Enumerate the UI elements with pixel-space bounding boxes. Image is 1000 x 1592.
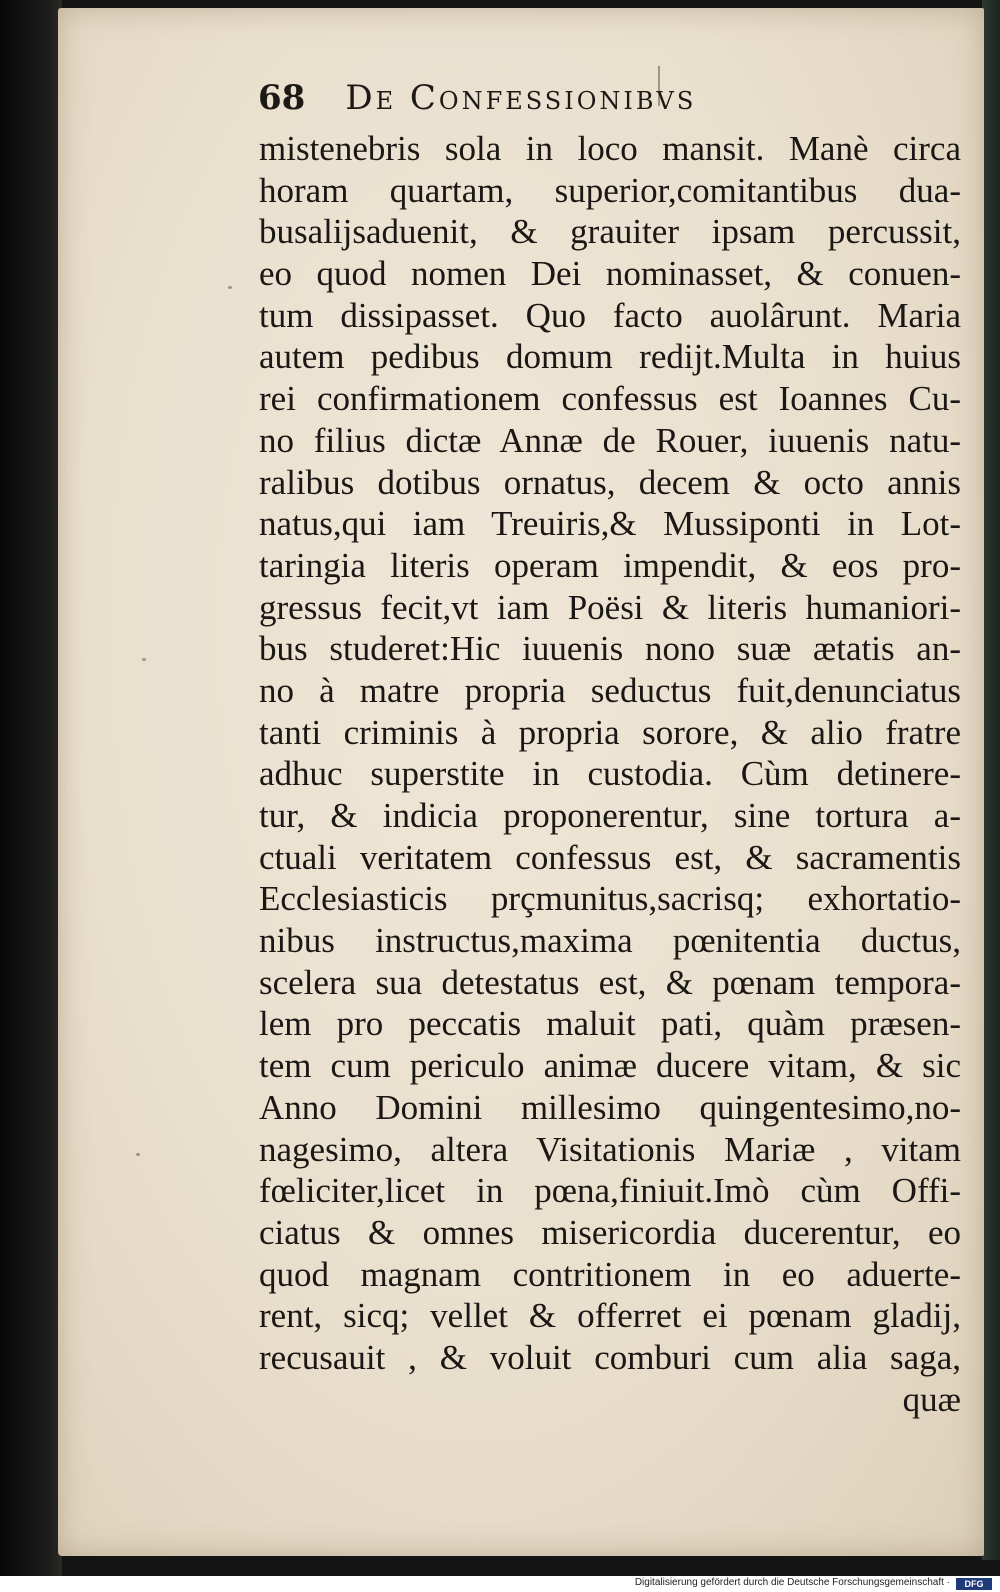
text-line: tem cum periculo animæ ducere vitam, & sic xyxy=(259,1046,961,1086)
text-line: autem pedibus domum redijt.Multa in huius xyxy=(259,337,961,377)
text-line: ralibus dotibus ornatus, decem & octo annis xyxy=(259,462,961,502)
text-line: Ecclesiasticis prçmunitus,sacrisq; exhortatio- xyxy=(259,879,961,919)
text-line: fœliciter,licet in pœna,finiuit.Imò cùm Offi- xyxy=(259,1171,961,1211)
text-line: Anno Domini millesimo quingentesimo,no- xyxy=(259,1087,961,1127)
paper-speck xyxy=(142,658,146,661)
text-line: rei confirmationem confessus est Ioannes Cu- xyxy=(259,379,961,419)
text-line: no filius dictæ Annæ de Rouer, iuuenis natu- xyxy=(259,420,961,460)
text-line: rent, sicq; vellet & offerret ei pœnam gladij, xyxy=(259,1296,961,1336)
text-line: eo quod nomen Dei nominasset, & conuen- xyxy=(259,254,961,294)
catchword: quæ xyxy=(902,1379,961,1419)
text-line: mistenebris sola in loco mansit. Manè circa xyxy=(259,129,961,168)
text-line: tum dissipasset. Quo facto auolârunt. Maria xyxy=(259,295,961,335)
body-text xyxy=(259,128,961,1420)
text-line: busalijsaduenit, & grauiter ipsam percussit, xyxy=(259,212,961,252)
text-line: lem pro peccatis maluit pati, quàm præsen- xyxy=(259,1004,961,1044)
text-line: nibus instructus,maxima pœnitentia ductus, xyxy=(259,921,961,961)
text-line: taringia literis operam impendit, & eos pro- xyxy=(259,545,961,585)
paper-speck xyxy=(228,286,232,289)
text-line: scelera sua detestatus est, & pœnam tempora- xyxy=(259,962,961,1002)
dfg-logo: DFG xyxy=(956,1578,992,1590)
text-line: horam quartam, superior,comitantibus dua- xyxy=(259,170,961,210)
funding-credit: Digitalisierung gefördert durch die Deutsche Forschungsgemeinschaft · xyxy=(634,1577,950,1588)
text-line: ctuali veritatem confessus est, & sacramentis xyxy=(259,837,961,877)
page-number: 68 xyxy=(258,78,306,118)
page-edge xyxy=(982,0,1000,1560)
text-line: bus studeret:Hic iuuenis nono suæ ætatis an- xyxy=(259,629,961,669)
text-line: tur, & indicia proponerentur, sine tortura a- xyxy=(259,796,961,835)
text-line: nagesimo, altera Visitationis Mariæ , vitam xyxy=(259,1129,961,1169)
text-line: adhuc superstite in custodia. Cùm detinere- xyxy=(259,754,961,794)
text-line: ciatus & omnes misericordia ducerentur, eo xyxy=(259,1212,961,1252)
text-line: natus,qui iam Treuiris,& Mussiponti in Lot- xyxy=(259,504,961,544)
text-line: recusauit , & voluit comburi cum alia saga, xyxy=(259,1337,961,1377)
text-line: quod magnam contritionem in eo aduerte- xyxy=(259,1254,961,1294)
text-line: tanti criminis à propria sorore, & alio fratre xyxy=(259,712,961,752)
running-head xyxy=(258,78,858,124)
paper-speck xyxy=(136,1153,140,1156)
text-line: no à matre propria seductus fuit,denunciatus xyxy=(259,670,961,710)
text-line: gressus fecit,vt iam Poësi & literis humaniori- xyxy=(259,587,961,627)
running-head-title: De Confessionibvs xyxy=(345,78,697,118)
book-spine-shadow xyxy=(0,0,62,1592)
